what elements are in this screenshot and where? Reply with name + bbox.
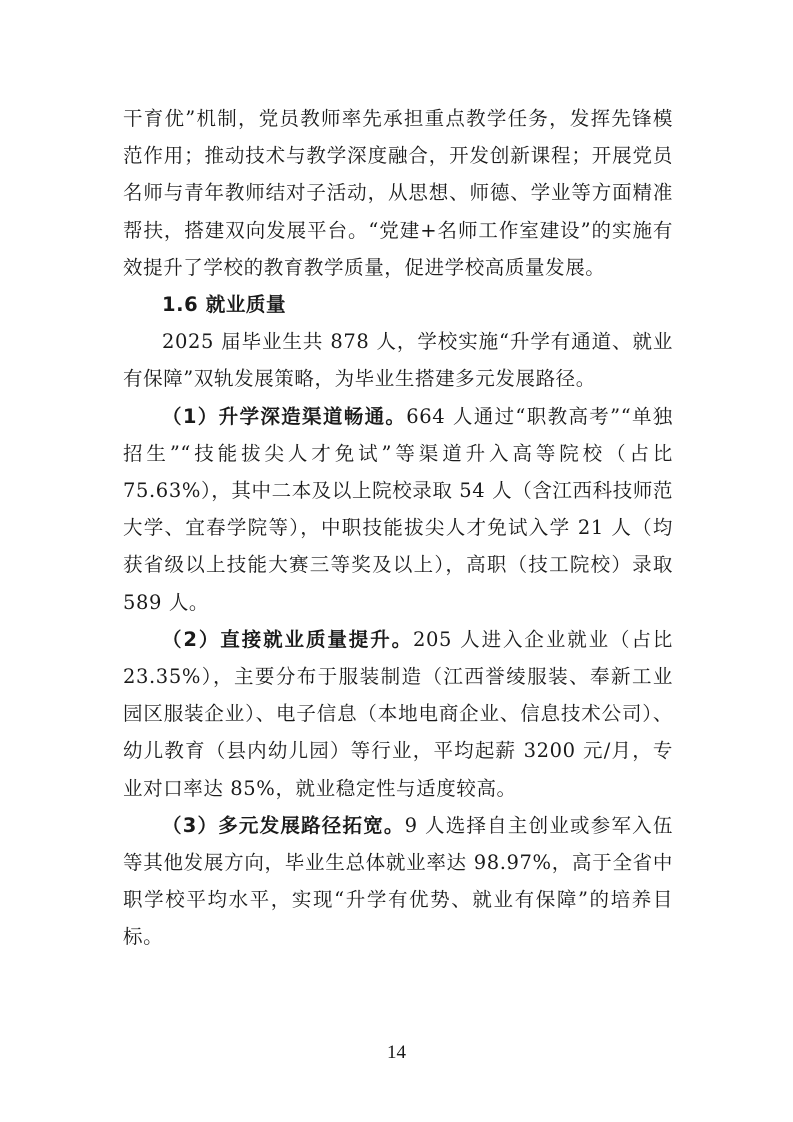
page-body bbox=[123, 100, 673, 956]
paragraph-direct-employment bbox=[123, 621, 673, 807]
paragraph-graduates-overview: 2025 届毕业生共 878 人，学校实施“升学有通道、就业有保障”双轨发展策略，为毕业生搭建多元发展路径。 bbox=[123, 330, 673, 391]
paragraph-diverse-paths bbox=[123, 807, 673, 956]
text-direct-employment: 205 人进入企业就业（占比 23.35%），主要分布于服装制造（江西誉绫服装、奉新工业园区服装企业）、电子信息（本地电商企业、信息技术公司）、幼儿教育（县内幼儿园）等行业，平均起薪 3200 元/月，专业对口率达 85%，就业稳定性与适度较高。 bbox=[123, 627, 673, 800]
text-diverse-paths: 9 人选择自主创业或参军入伍等其他发展方向，毕业生总体就业率达 98.97%，高于全省中职学校平均水平，实现“升学有优势、就业有保障”的培养目标。 bbox=[123, 813, 673, 949]
paragraph-further-study bbox=[123, 398, 673, 621]
text-further-study: 664 人通过“职教高考”“单独招生”“技能拔尖人才免试”等渠道升入高等院校（占比 75.63%），其中二本及以上院校录取 54 人（含江西科技师范大学、宜春学院等），中职技能拔尖人才免试入学 21 人（均获省级以上技能大赛三等奖及以上），高职（技工院校）录取 589 人。 bbox=[123, 404, 674, 614]
lead-direct-employment: （2）直接就业质量提升。 bbox=[162, 627, 414, 651]
page-number: 14 bbox=[387, 1042, 406, 1063]
lead-further-study: （1）升学深造渠道畅通。 bbox=[162, 404, 407, 428]
paragraph-party-building: 干育优”机制，党员教师率先承担重点教学任务，发挥先锋模范作用；推动技术与教学深度融合，开发创新课程；开展党员名师与青年教师结对子活动，从思想、师德、学业等方面精准帮扶，搭建双向发展平台。“党建+名师工作室建设”的实施有效提升了学校的教育教学质量，促进学校高质量发展。 bbox=[123, 107, 673, 279]
lead-diverse-paths: （3）多元发展路径拓宽。 bbox=[162, 813, 405, 837]
section-heading-employment-quality: 1.6 就业质量 bbox=[162, 293, 287, 317]
